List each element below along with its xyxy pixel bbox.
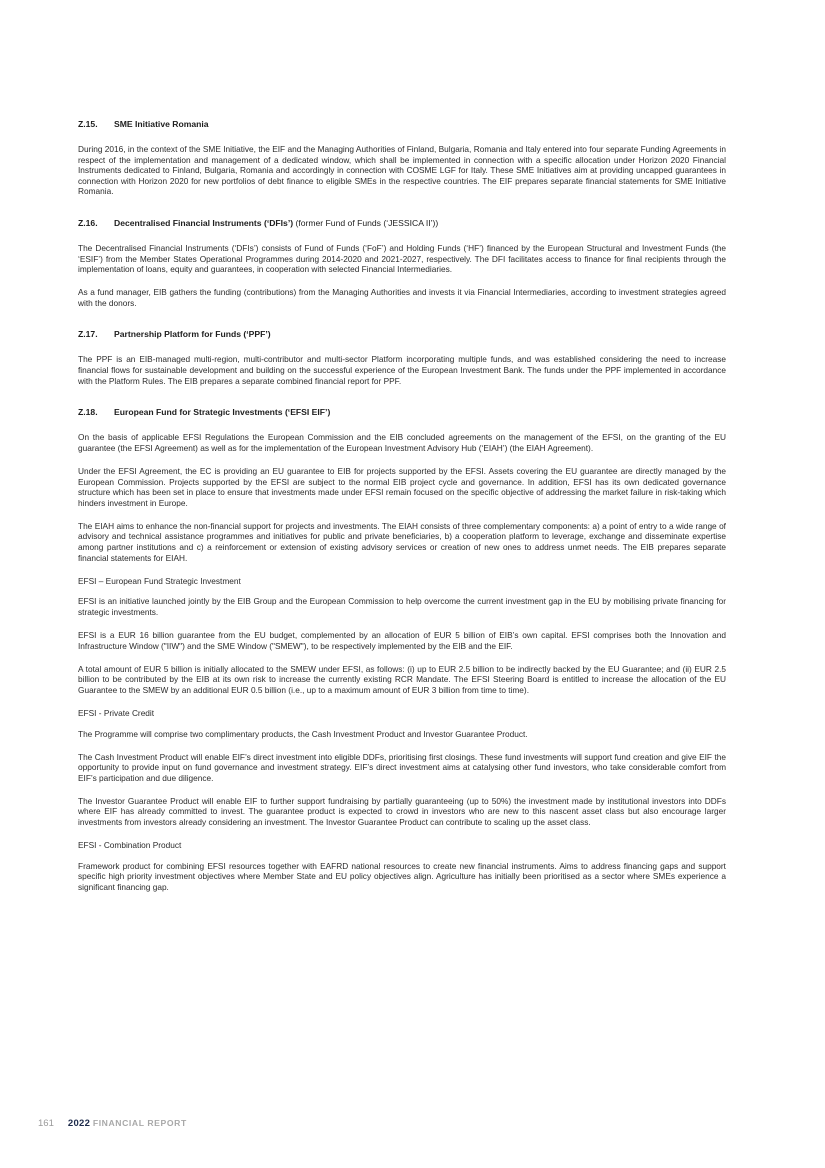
section-number: Z.18.: [78, 407, 98, 418]
section-title: Decentralised Financial Instruments (‘DFIs’): [114, 217, 294, 228]
section-title-extra: (former Fund of Funds (‘JESSICA II’)): [293, 217, 439, 228]
section-z15: [78, 118, 726, 197]
section-number: Z.16.: [78, 217, 98, 228]
paragraph: As a fund manager, EIB gathers the funding (contributions) from the Managing Authorities and invests it via Financial Intermediaries, according to investment strategies agreed with the donors.: [78, 287, 726, 308]
paragraph: On the basis of applicable EFSI Regulations the European Commission and the EIB concluded agreements on the management of the EFSI, on the granting of the EU guarantee (the EFSI Agreement) as well as for the implementation of the European Investment Advisory Hub (‘EIAH’) (the EIAH Agreement).: [78, 432, 726, 453]
paragraph: EFSI is an initiative launched jointly by the EIB Group and the European Commission to help overcome the current investment gap in the EU by mobilising private financing for strategic investments.: [78, 596, 726, 617]
paragraph: The Programme will comprise two complimentary products, the Cash Investment Product and Investor Guarantee Product.: [78, 728, 528, 739]
section-z18: [78, 406, 726, 892]
paragraph: Under the EFSI Agreement, the EC is providing an EU guarantee to EIB for projects supported by the EFSI. Assets covering the EU guarantee are directly managed by the European Commission. Projects supported by the EFSI are subject to the normal EIB project cycle and governance. In addition, EFSI has its own dedicated governance structure which has been set in place to ensure that investments made under EFSI remain focused on the specific objective of addressing the market failure in risk-taking which hinders investment in Europe.: [78, 465, 726, 508]
section-heading: [78, 217, 726, 229]
page-footer: [38, 1118, 187, 1129]
paragraph: The Cash Investment Product will enable EIF’s direct investment into eligible DDFs, prioritising first closings. These fund investments will support fund creation and give EIF the opportunity to provide input on fund governance and investment strategy. EIF’s direct investment aims at catalysing other fund investors, who take considerable comfort from EIF’s participation and due diligence.: [78, 751, 726, 783]
document-body: [78, 118, 726, 913]
section-number: Z.17.: [78, 329, 98, 340]
section-heading: [78, 406, 726, 418]
page-number: 161: [38, 1118, 54, 1129]
section-number: Z.15.: [78, 119, 98, 129]
paragraph: A total amount of EUR 5 billion is initially allocated to the SMEW under EFSI, as follows: (i) up to EUR 2.5 billion to be indirectly backed by the EU Guarantee; and (ii) EUR 2.5 billion to be contributed by the EIB at its own risk to increase the currently existing RCR Mandate. The EFSI Steering Board is entitled to increase the allocation of the EU Guarantee to the SMEW by an additional EUR 0.5 billion (i.e., up to a maximum amount of EUR 3 billion from time to time).: [78, 663, 726, 695]
report-year: 2022: [67, 1118, 91, 1129]
report-title: FINANCIAL REPORT: [92, 1118, 187, 1128]
subheading-private-credit: EFSI - Private Credit: [78, 707, 155, 718]
paragraph: Framework product for combining EFSI resources together with EAFRD national resources to create new financial instruments. Aims to address financing gaps and support specific high priority investment objectives where Member State and EU policy objectives align. Agriculture has initially been prioritised as a sector where SMEs experience a significant financing gap.: [78, 860, 726, 892]
section-heading: [78, 328, 726, 340]
section-z17: [78, 328, 726, 386]
section-title: Partnership Platform for Funds (‘PPF’): [114, 329, 271, 340]
subheading-combination-product: EFSI - Combination Product: [78, 840, 182, 851]
section-z16: [78, 217, 726, 308]
paragraph: The PPF is an EIB-managed multi-region, multi-contributor and multi-sector Platform incorporating multiple funds, and was established considering the need to increase financial flows for sustainable development and building on the successful experience of the European Investment Bank. The funds under the PPF implemented in accordance with the Platform Rules. The EIB prepares a separate combined financial report for PPF.: [78, 354, 726, 386]
paragraph: The EIAH aims to enhance the non-financial support for projects and investments. The EIAH consists of three complementary components: a) a point of entry to a wide range of advisory and technical assistance programmes and initiatives for public and private beneficiaries, b) a cooperation platform to leverage, exchange and disseminate expertise among partner institutions and c) a reinforcement or extension of existing advisory services or creation of new ones to address unmet needs. The EIB prepares separate financial statements for EIAH.: [78, 520, 726, 563]
paragraph: The Decentralised Financial Instruments (‘DFIs’) consists of Fund of Funds (‘FoF’) and Holding Funds (‘HF’) financed by the European Structural and Investment Funds (the ‘ESIF’) from the Member States Operational Programmes during 2014-2020 and 2021-2027, respectively. The DFI facilitates access to finance for final recipients through the implementation of loans, equity and guarantees, in cooperation with selected Financial Intermediaries.: [78, 242, 726, 275]
paragraph: The Investor Guarantee Product will enable EIF to further support fundraising by partially guaranteeing (up to 50%) the investment made by institutional investors into DDFs where EIF has already committed to invest. The guarantee product is expected to crowd in investors who are new to this nascent asset class but also encourage larger investments from investors already considering an investment. The Investor Guarantee Product can contribute to scaling up the asset class.: [78, 795, 726, 828]
paragraph: EFSI is a EUR 16 billion guarantee from the EU budget, complemented by an allocation of EUR 5 billion of EIB’s own capital. EFSI comprises both the Innovation and Infrastructure Window ("IIW") and the SME Window ("SMEW"), to be respectively implemented by the EIB and the EIF.: [78, 629, 726, 651]
subheading-efsi: EFSI – European Fund Strategic Investment: [78, 575, 241, 586]
section-title: SME Initiative Romania: [114, 119, 209, 129]
section-title: European Fund for Strategic Investments (‘EFSI EIF’): [114, 407, 331, 418]
paragraph: During 2016, in the context of the SME Initiative, the EIF and the Managing Authorities of Finland, Bulgaria, Romania and Italy entered into four separate Funding Agreements in respect of the implementation and management of a dedicated window, which shall be implemented in connection with a specific allocation under Horizon 2020 Financial Instruments dedicated to Finland, Bulgaria, Romania and accordingly in connection with COSME LGF for Italy. These SME Initiatives aim at providing uncapped guarantees in connection with Horizon 2020 for new portfolios of debt finance to eligible SMEs in the respective countries. The EIF prepares separate financial statements for SME Initiative Romania.: [78, 144, 726, 197]
section-heading: [78, 118, 726, 130]
